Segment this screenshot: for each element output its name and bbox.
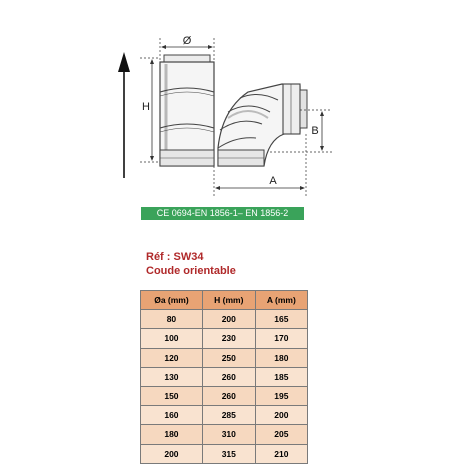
column-header-a: A (mm) <box>255 291 307 310</box>
elbow-technical-drawing <box>0 0 452 205</box>
cell-diameter: 150 <box>141 386 203 405</box>
table-row <box>141 367 308 386</box>
cell-a: 205 <box>255 425 307 444</box>
cell-a: 170 <box>255 329 307 348</box>
cell-height: 200 <box>202 310 255 329</box>
cell-a: 200 <box>255 406 307 425</box>
diameter-label: Ø <box>182 35 192 47</box>
cell-a: 180 <box>255 348 307 367</box>
cell-a: 195 <box>255 386 307 405</box>
column-header-height: H (mm) <box>202 291 255 310</box>
cell-height: 285 <box>202 406 255 425</box>
cell-a: 165 <box>255 310 307 329</box>
cell-a: 185 <box>255 367 307 386</box>
cell-height: 315 <box>202 444 255 463</box>
column-header-diameter: Øa (mm) <box>141 291 203 310</box>
product-name: Coude orientable <box>146 265 236 277</box>
flow-direction-arrow-icon <box>118 52 130 178</box>
certification-banner: CE 0694-EN 1856-1– EN 1856-2 <box>141 207 304 220</box>
table-header-row <box>141 291 308 310</box>
cell-diameter: 180 <box>141 425 203 444</box>
cell-diameter: 200 <box>141 444 203 463</box>
dimensions-table <box>140 290 308 464</box>
cell-height: 310 <box>202 425 255 444</box>
table-row <box>141 310 308 329</box>
table-row <box>141 348 308 367</box>
a-label: A <box>269 175 277 187</box>
cell-diameter: 160 <box>141 406 203 425</box>
table-row <box>141 329 308 348</box>
cell-diameter: 100 <box>141 329 203 348</box>
cell-a: 210 <box>255 444 307 463</box>
table-row <box>141 406 308 425</box>
cell-height: 260 <box>202 367 255 386</box>
height-label: H <box>142 101 150 113</box>
table-row <box>141 386 308 405</box>
cell-diameter: 120 <box>141 348 203 367</box>
cell-diameter: 80 <box>141 310 203 329</box>
cell-height: 260 <box>202 386 255 405</box>
cell-height: 230 <box>202 329 255 348</box>
vertical-pipe-section <box>160 55 214 166</box>
b-label: B <box>311 125 319 137</box>
table-row <box>141 444 308 463</box>
cell-diameter: 130 <box>141 367 203 386</box>
elbow-pipe-section <box>218 84 307 166</box>
cell-height: 250 <box>202 348 255 367</box>
height-dimension <box>140 58 160 162</box>
table-row <box>141 425 308 444</box>
product-reference: Réf : SW34 <box>146 251 204 263</box>
